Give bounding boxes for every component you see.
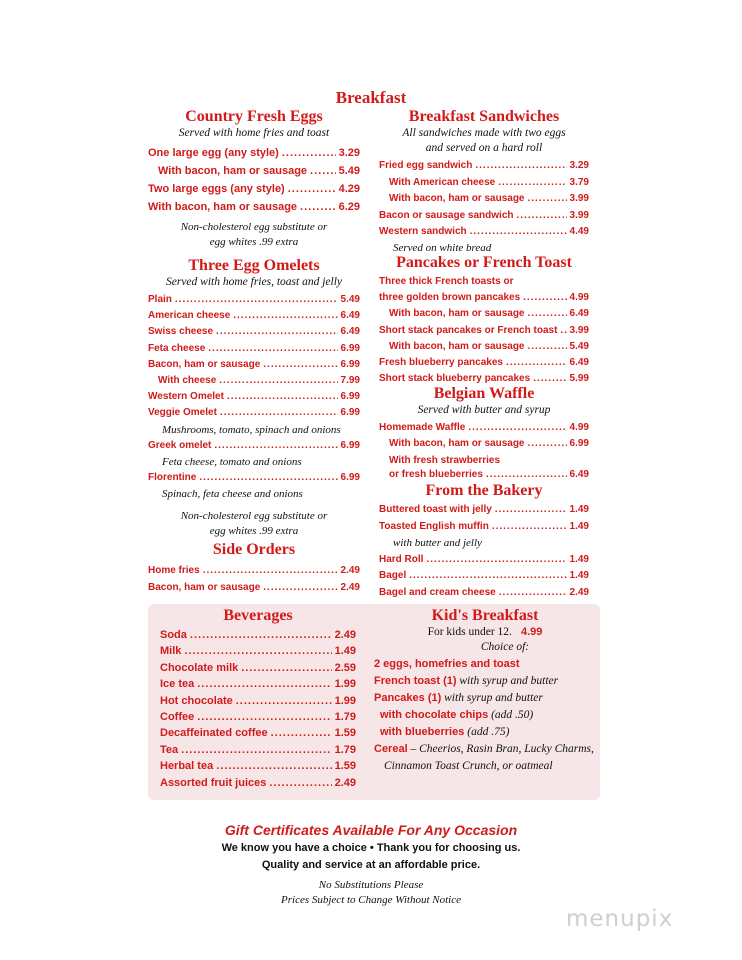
omelets-note: Non-cholesterol egg substitute or egg whites .99 extra (180, 509, 328, 537)
menu-item: Swiss cheese ..... 6.49 (148, 324, 360, 340)
kids-option: with chocolate chips (add .50) (380, 709, 534, 721)
menu-item: With cheese ..... 7.99 (148, 373, 360, 389)
menu-item: Toasted English muffin ..... 1.49 (379, 519, 589, 536)
pancakes-heading: Pancakes or French Toast (396, 254, 572, 271)
bakery-heading: From the Bakery (425, 482, 543, 499)
pancakes-section (379, 254, 589, 387)
sides-heading: Side Orders (212, 541, 296, 558)
menu-item: Veggie Omelet ..... 6.99 (148, 405, 360, 421)
menu-item: or fresh blueberries ..... 6.49 (379, 467, 589, 482)
menu-item: Fresh blueberry pancakes ..... 6.49 (379, 355, 589, 371)
kids-cereal-line2: Cinnamon Toast Crunch, or oatmeal (384, 760, 553, 772)
kids-choice: Choice of: (480, 641, 530, 653)
menu-title: Breakfast (335, 88, 407, 107)
menu-item: Decaffeinated coffee ..... 1.59 (160, 725, 356, 741)
menu-item: Two large eggs (any style) ..... 4.29 (148, 180, 360, 198)
menu-item: Herbal tea ..... 1.59 (160, 758, 356, 774)
menu-item: Short stack blueberry pancakes ..... 5.99 (379, 371, 589, 387)
footer-line-3: No Substitutions Please (318, 879, 424, 891)
menu-item: Hard Roll ..... 1.49 (379, 552, 589, 569)
menu-item: Tea ..... 1.79 (160, 742, 356, 758)
waffle-heading: Belgian Waffle (433, 385, 535, 402)
menu-item: With bacon, ham or sausage ..... 3.99 (379, 191, 589, 208)
menu-item: Chocolate milk ..... 2.59 (160, 660, 356, 676)
menu-item: Fried egg sandwich ..... 3.29 (379, 158, 589, 175)
menupix-watermark: menupix (566, 906, 674, 932)
menu-item: With bacon, ham or sausage ..... 6.99 (379, 436, 589, 452)
menu-item: American cheese ..... 6.49 (148, 308, 360, 324)
menu-item: Greek omelet ..... 6.99 (148, 438, 360, 454)
footer-line-1: We know you have a choice • Thank you for choosing us. (221, 842, 521, 854)
muffin-note: with butter and jelly (393, 537, 482, 549)
menu-item: Hot chocolate ..... 1.99 (160, 693, 356, 709)
menu-item: three golden brown pancakes ..... 4.99 (379, 290, 589, 306)
belgian-waffle-section (379, 385, 589, 482)
menu-item: With American cheese ..... 3.79 (379, 175, 589, 192)
menu-item: With bacon, ham or sausage ..... 5.49 (148, 162, 360, 180)
menu-item: Buttered toast with jelly ..... 1.49 (379, 502, 589, 519)
kids-option: French toast (1) with syrup and butter (374, 675, 559, 687)
waffle-subtitle: Served with butter and syrup (417, 404, 551, 416)
eggs-note: Non-cholesterol egg substitute or egg whites .99 extra (180, 221, 328, 248)
menu-item: Bacon, ham or sausage ..... 6.99 (148, 357, 360, 373)
country-fresh-eggs-section (148, 108, 360, 250)
side-orders-section (148, 541, 360, 596)
florentine-description: Spinach, feta cheese and onions (162, 488, 303, 501)
menu-item: Short stack pancakes or French toast ..... 3.99 (379, 323, 589, 339)
gift-certificates: Gift Certificates Available For Any Occasion (224, 822, 518, 838)
bakery-section (379, 482, 589, 601)
greek-description: Feta cheese, tomato and onions (162, 456, 302, 469)
menu-item: Plain ..... 5.49 (148, 292, 360, 308)
menu-item: Ice tea ..... 1.99 (160, 676, 356, 692)
menu-item: Soda ..... 2.49 (160, 627, 356, 643)
menu-item: Western Omelet ..... 6.99 (148, 389, 360, 405)
kids-option: with blueberries (add .75) (380, 726, 510, 738)
kids-option: Cereal – Cheerios, Rasin Bran, Lucky Charms, (374, 743, 594, 755)
menu-item: With fresh strawberries (389, 455, 501, 466)
kids-option: Pancakes (1) with syrup and butter (374, 692, 543, 704)
menu-item: Feta cheese ..... 6.99 (148, 341, 360, 357)
menu-item: Assorted fruit juices ..... 2.49 (160, 775, 356, 791)
kids-price-line: For kids under 12. 4.99 (427, 626, 543, 638)
beverages-section (160, 607, 356, 791)
omelets-heading: Three Egg Omelets (188, 257, 320, 274)
breakfast-sandwiches-section (379, 108, 589, 255)
veggie-description: Mushrooms, tomato, spinach and onions (162, 423, 341, 436)
kids-price: 4.99 (520, 626, 543, 638)
menu-item: Coffee ..... 1.79 (160, 709, 356, 725)
menu-item: Milk ..... 1.49 (160, 643, 356, 659)
sandwiches-heading: Breakfast Sandwiches (408, 108, 560, 125)
menu-item: Western sandwich ..... 4.49 (379, 224, 589, 241)
footer-line-2: Quality and service at an affordable price. (261, 859, 481, 871)
kids-breakfast-section (372, 607, 598, 775)
menu-item: Homemade Waffle ..... 4.99 (379, 420, 589, 436)
beverages-heading: Beverages (223, 607, 293, 624)
menu-item: Home fries ..... 2.49 (148, 562, 360, 579)
menu-item: With bacon, ham or sausage ..... 6.29 (148, 198, 360, 216)
eggs-heading: Country Fresh Eggs (185, 108, 323, 125)
menu-item: One large egg (any style) ..... 3.29 (148, 144, 360, 162)
menu-item: Bagel ..... 1.49 (379, 568, 589, 585)
omelets-subtitle: Served with home fries, toast and jelly (166, 276, 342, 288)
sandwiches-note: Served on white bread (393, 241, 492, 254)
kids-option: 2 eggs, homefries and toast (374, 658, 520, 670)
kids-heading: Kid's Breakfast (431, 607, 539, 624)
menu-item: Bacon or sausage sandwich ..... 3.99 (379, 208, 589, 225)
menu-item: With bacon, ham or sausage ..... 5.49 (379, 339, 589, 355)
menu-item: Florentine ..... 6.99 (148, 470, 360, 486)
menu-item: Bacon, ham or sausage ..... 2.49 (148, 579, 360, 596)
menu-item: With bacon, ham or sausage ..... 6.49 (379, 306, 589, 322)
eggs-subtitle: Served with home fries and toast (178, 127, 330, 139)
omelets-section (148, 257, 360, 539)
menu-item: Bagel and cream cheese ..... 2.49 (379, 585, 589, 602)
sandwiches-subtitle: All sandwiches made with two eggs and served on a hard roll (402, 127, 566, 154)
menu-item: Three thick French toasts or (379, 276, 514, 287)
footer-line-4: Prices Subject to Change Without Notice (281, 894, 461, 906)
